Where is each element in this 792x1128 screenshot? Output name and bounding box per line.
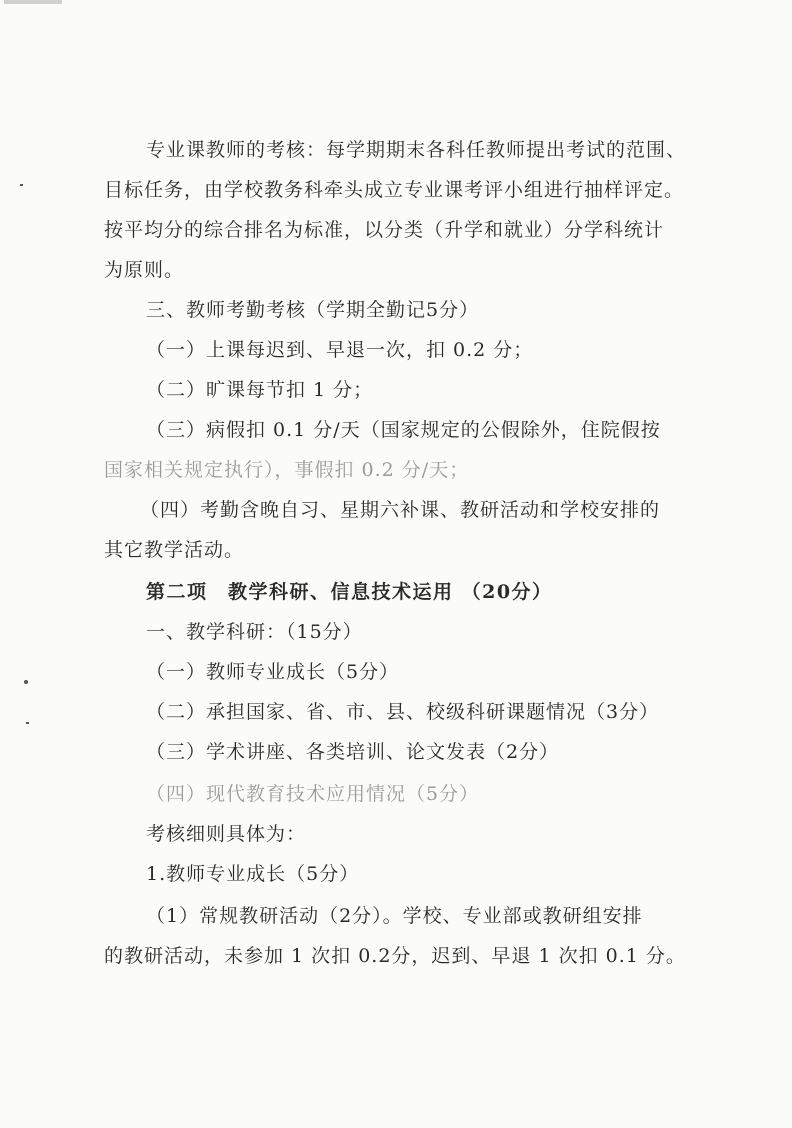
subsection-heading: 1.教师专业成长（5分） (146, 863, 360, 885)
list-item: （一）上课每迟到、早退一次，扣 0.2 分； (146, 339, 534, 361)
paragraph-line: （1）常规教研活动（2分）。学校、专业部或教研组安排 (146, 905, 643, 927)
paragraph-line: 目标任务，由学校教务科牵头成立专业课考评小组进行抽样评定。 (104, 179, 685, 201)
scan-speck (20, 184, 23, 186)
list-item: （四）考勤含晚自习、星期六补课、教研活动和学校安排的 (140, 499, 661, 521)
paragraph-line: 按平均分的综合排名为标准，以分类（升学和就业）分学科统计 (104, 219, 665, 241)
list-item: （三）病假扣 0.1 分/天（国家规定的公假除外，住院假按 (146, 419, 661, 441)
paragraph-line: 的教研活动，未参加 1 次扣 0.2分，迟到、早退 1 次扣 0.1 分。 (104, 945, 686, 967)
subsection-heading: 一、教学科研：（15分） (146, 621, 363, 643)
section-title: 第二项 教学科研、信息技术运用 （20分） (146, 581, 553, 603)
paragraph-line: 考核细则具体为： (146, 823, 307, 845)
list-item: （三）学术讲座、各类培训、论文发表（2分） (146, 741, 560, 763)
list-item: （一）教师专业成长（5分） (146, 661, 400, 683)
scan-edge-mark (4, 0, 62, 4)
list-item-continuation: 国家相关规定执行），事假扣 0.2 分/天； (104, 459, 470, 481)
list-item: （四）现代教育技术应用情况（5分） (146, 783, 480, 805)
paragraph-line: 为原则。 (104, 259, 185, 281)
list-item: （二）旷课每节扣 1 分； (146, 379, 374, 401)
section-heading: 三、教师考勤考核（学期全勤记5分） (146, 299, 480, 321)
list-item-continuation: 其它教学活动。 (104, 539, 245, 561)
scan-speck (26, 722, 29, 724)
paragraph-line: 专业课教师的考核：每学期期末各科任教师提出考试的范围、 (146, 139, 687, 161)
scan-speck (24, 680, 28, 684)
list-item: （二）承担国家、省、市、县、校级科研课题情况（3分） (146, 701, 660, 723)
